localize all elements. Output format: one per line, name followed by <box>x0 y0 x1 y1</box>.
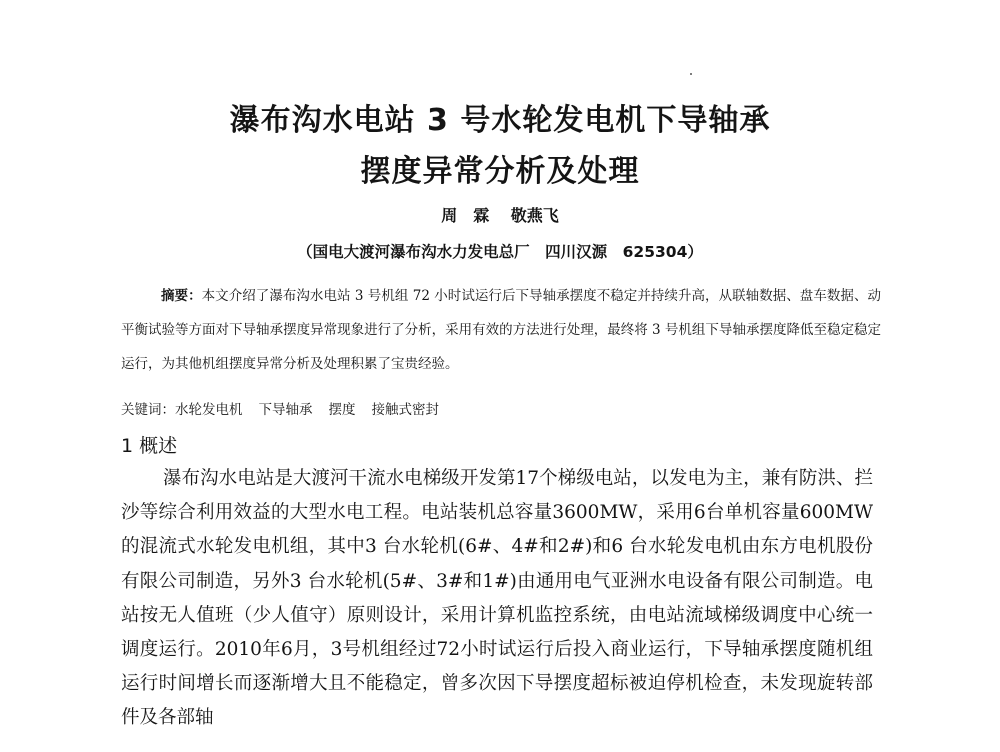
section-heading <box>121 431 177 458</box>
keyword: 下导轴承 <box>258 402 313 418</box>
keyword: 摆度 <box>328 402 356 418</box>
author-name: 周 霖 <box>441 206 490 225</box>
paper-title-line-1: 瀑布沟水电站 3 号水轮发电机下导轴承 <box>229 103 771 138</box>
abstract-label: 摘要： <box>161 288 202 304</box>
keyword: 接触式密封 <box>371 402 439 418</box>
paper-title-line-2: 摆度异常分析及处理 <box>360 154 640 189</box>
section-title: 概述 <box>139 435 178 457</box>
keywords-label: 关键词： <box>121 402 175 418</box>
abstract <box>121 279 881 381</box>
section-number: 1 <box>121 435 134 457</box>
abstract-text: 本文介绍了瀑布沟水电站 3 号机组 72 小时试运行后下导轴承摆度不稳定并持续升高，从联轴数据、盘车数据、动平衡试验等方面对下导轴承摆度异常现象进行了分析，采用有效的方法进行处理，最终将 3 号机组下导轴承摆度降低至稳定稳定运行，为其他机组摆度异常分析及处理积累了宝贵经验。 <box>121 288 882 372</box>
affiliation: （国电大渡河瀑布沟水力发电总厂 四川汉源 625304） <box>297 243 703 261</box>
body-paragraph: 瀑布沟水电站是大渡河干流水电梯级开发第17个梯级电站，以发电为主，兼有防洪、拦沙等综合利用效益的大型水电工程。电站装机总容量3600MW，采用6台单机容量600MW的混流式水轮发电机组，其中3 台水轮机(6#、4#和2#)和6 台水轮发电机由东方电机股份有限公司制造，另外3 台水轮机(5#、3#和1#)由通用电气亚洲水电设备有限公司制造。电站按无人值班（少人值守）原则设计，采用计算机监控系统，由电站流域梯级调度中心统一调度运行。2010年6月，3号机组经过72小时试运行后投入商业运行，下导轴承摆度随机组运行时间增长而逐渐增大且不能稳定，曾多次因下导摆度超标被迫停机检查，未发现旋转部件及各部轴 <box>121 468 873 729</box>
scan-speck <box>690 73 692 75</box>
keyword: 水轮发电机 <box>175 402 243 418</box>
author-list <box>0 203 1000 226</box>
author-name: 敬燕飞 <box>510 206 559 225</box>
keywords <box>121 398 881 418</box>
